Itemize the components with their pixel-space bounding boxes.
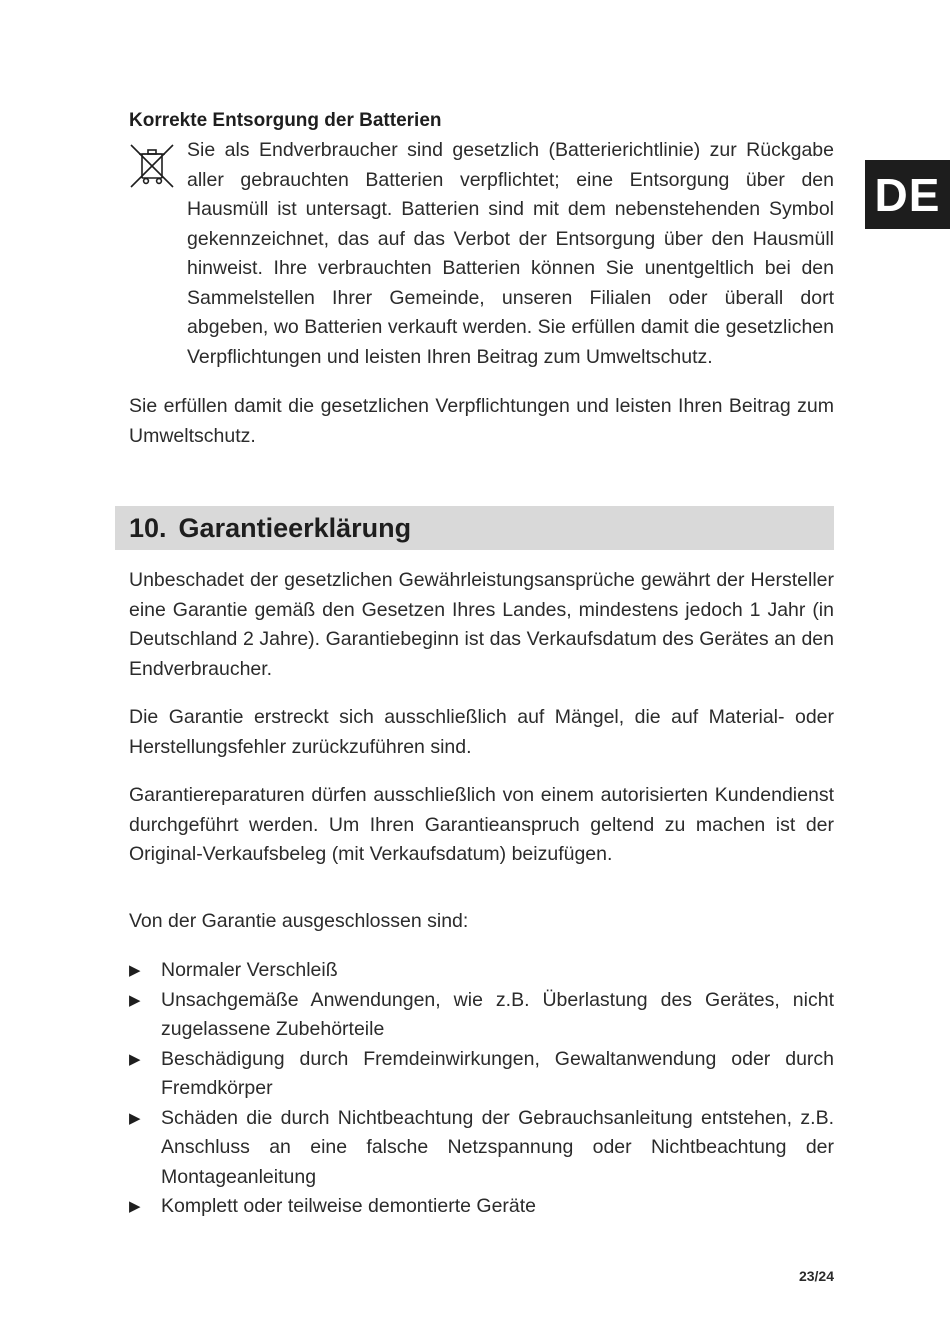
battery-followup-text: Sie erfüllen damit die gesetzlichen Verpflichtungen und leisten Ihren Beitrag zum Umweltschutz.	[129, 395, 834, 447]
list-item-text: Normaler Verschleiß	[161, 959, 338, 981]
battery-disposal-block	[129, 136, 834, 372]
triangle-right-icon: ▶	[129, 991, 141, 1009]
list-item-text: Beschädigung durch Fremdeinwirkungen, Gewaltanwendung oder durch Fremdkörper	[161, 1047, 834, 1099]
page-number: 23/24	[798, 1268, 834, 1284]
exclusions-intro: Von der Garantie ausgeschlossen sind:	[129, 909, 469, 932]
list-item-text: Schäden die durch Nichtbeachtung der Gebrauchsanleitung entstehen, z.B. Anschluss an eine falsche Netzspannung oder Nichtbeachtung der Montageanleitung	[161, 1106, 834, 1188]
triangle-right-icon: ▶	[129, 1109, 141, 1127]
battery-disposal-text: Sie als Endverbraucher sind gesetzlich (Batterierichtlinie) zur Rückgabe aller gebrauchten Batterien verpflichtet; eine Entsorgung über den Hausmüll ist untersagt. Batterien sind mit dem nebenstehenden Symbol gekennzeichnet, das auf das Verbot der Entsorgung über den Hausmüll hinweist. Ihre verbrauchten Batterien können Sie unentgeltlich bei den Sammelstellen Ihrer Gemeinde, unseren Filialen oder überall dort abgeben, wo Batterien verkauft werden. Sie erfüllen damit die gesetzlichen Verpflichtungen und leisten Ihren Beitrag zum Umweltschutz.	[187, 139, 834, 368]
language-tab: DE	[865, 160, 950, 229]
list-item	[129, 1104, 834, 1193]
triangle-right-icon: ▶	[129, 1050, 141, 1068]
guarantee-paragraph: Die Garantie erstreckt sich ausschließlich auf Mängel, die auf Material- oder Herstellungsfehler zurückzuführen sind.	[129, 706, 834, 758]
list-item	[129, 1192, 834, 1222]
list-item	[129, 986, 834, 1045]
guarantee-paragraph: Unbeschadet der gesetzlichen Gewährleistungsansprüche gewährt der Hersteller eine Garantie gemäß den Gesetzen Ihres Landes, mindestens jedoch 1 Jahr (in Deutschland 2 Jahre). Garantiebeginn ist das Verkaufsdatum des Gerätes an den Endverbraucher.	[129, 569, 834, 680]
list-item	[129, 956, 834, 986]
guarantee-paragraph: Garantiereparaturen dürfen ausschließlich von einem autorisierten Kundendienst durchgeführt werden. Um Ihren Garantieanspruch geltend zu machen ist der Original-Verkaufsbeleg (mit Verkaufsdatum) beizufügen.	[129, 784, 834, 865]
list-item	[129, 1045, 834, 1104]
crossed-out-bin-icon	[129, 136, 187, 372]
page-content	[129, 106, 834, 1222]
exclusions-list	[129, 956, 834, 1222]
section-heading	[115, 506, 834, 550]
triangle-right-icon: ▶	[129, 1198, 141, 1215]
section-number: 10.	[129, 512, 167, 543]
battery-disposal-heading: Korrekte Entsorgung der Batterien	[129, 110, 442, 131]
section-title: Garantieerklärung	[178, 512, 412, 543]
list-item-text: Unsachgemäße Anwendungen, wie z.B. Überlastung des Gerätes, nicht zugelassene Zubehörteile	[161, 988, 834, 1040]
list-item-text: Komplett oder teilweise demontierte Geräte	[161, 1195, 537, 1217]
triangle-right-icon: ▶	[129, 962, 141, 979]
